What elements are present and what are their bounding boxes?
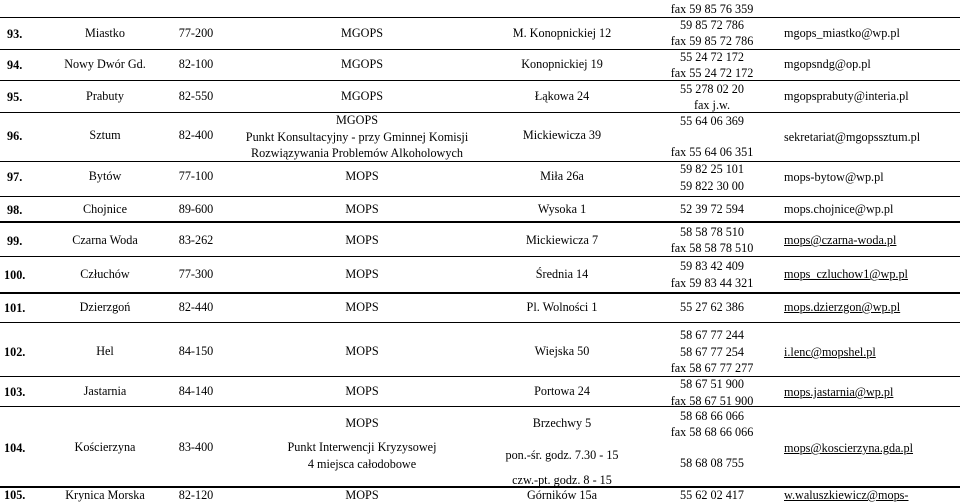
- row-divider: [0, 292, 960, 294]
- institution-line: Punkt Interwencji Kryzysowej: [287, 440, 437, 454]
- institution-line: MOPS: [345, 416, 379, 430]
- address-cell: Konopnickiej 19: [521, 57, 603, 71]
- phone-line: 55 62 02 417: [680, 488, 744, 502]
- town-cell: Czarna Woda: [72, 233, 138, 247]
- email-link[interactable]: mops@koscierzyna.gda.pl: [784, 441, 914, 455]
- email-cell: mgopsndg@op.pl: [784, 57, 871, 71]
- email-cell: mgops_miastko@wp.pl: [784, 26, 900, 40]
- row-number: 94.: [7, 58, 23, 72]
- zip-cell: 77-100: [178, 169, 214, 183]
- zip-cell: 82-550: [178, 89, 214, 103]
- address-cell: Średnia 14: [535, 267, 589, 281]
- phone-line: 59 82 25 101: [680, 162, 744, 176]
- institution-line: Rozwiązywania Problemów Alkoholowych: [251, 146, 463, 160]
- address-cell: Górników 15a: [526, 488, 598, 502]
- institution-cell: MGOPS: [341, 57, 383, 71]
- zip-cell: 84-150: [178, 344, 214, 358]
- town-cell: Prabuty: [86, 89, 124, 103]
- row-divider: [0, 406, 960, 407]
- row-divider: [0, 221, 960, 223]
- institution-cell: MOPS: [345, 488, 379, 502]
- email-cell: sekretariat@mgopssztum.pl: [784, 130, 921, 144]
- phone-line: 52 39 72 594: [680, 202, 744, 216]
- email-link[interactable]: mops@czarna-woda.pl: [784, 233, 897, 247]
- institution-cell: MOPS: [345, 202, 379, 216]
- town-cell: Bytów: [88, 169, 122, 183]
- zip-cell: 83-262: [178, 233, 214, 247]
- email-link[interactable]: mops.jastarnia@wp.pl: [784, 385, 894, 399]
- phone-line: fax 55 64 06 351: [670, 145, 754, 159]
- row-divider: [0, 196, 960, 197]
- row-number: 104.: [4, 441, 26, 455]
- institution-line: MGOPS: [336, 113, 378, 127]
- zip-cell: 82-440: [178, 300, 214, 314]
- phone-line: 58 68 66 066: [680, 409, 744, 423]
- institution-cell: MOPS: [345, 233, 379, 247]
- phone-line: 59 85 72 786: [680, 18, 744, 32]
- row-number: 101.: [4, 301, 26, 315]
- address-cell: Wysoka 1: [537, 202, 587, 216]
- email-link[interactable]: mops_czluchow1@wp.pl: [784, 267, 908, 281]
- institution-line: Punkt Konsultacyjny - przy Gminnej Komisji: [245, 130, 469, 144]
- town-cell: Nowy Dwór Gd.: [64, 57, 146, 71]
- town-cell: Hel: [96, 344, 114, 358]
- phone-line: 58 67 51 900: [680, 377, 744, 391]
- address-line: czw.-pt. godz. 8 - 15: [512, 473, 612, 487]
- address-cell: Wiejska 50: [534, 344, 590, 358]
- town-cell: Kościerzyna: [74, 440, 136, 454]
- zip-cell: 89-600: [178, 202, 214, 216]
- row-number: 97.: [7, 170, 23, 184]
- zip-cell: 77-300: [178, 267, 214, 281]
- address-cell: Mickiewicza 39: [522, 128, 602, 142]
- zip-cell: 82-120: [178, 488, 214, 502]
- email-cell: mops-bytow@wp.pl: [784, 170, 884, 184]
- zip-cell: 83-400: [178, 440, 214, 454]
- row-number: 95.: [7, 90, 23, 104]
- zip-cell: 84-140: [178, 384, 214, 398]
- phone-line: 58 58 78 510: [680, 225, 744, 239]
- town-cell: Krynica Morska: [65, 488, 145, 502]
- phone-line: fax 58 67 51 900: [670, 394, 754, 408]
- institution-cell: MOPS: [345, 344, 379, 358]
- town-cell: Dzierzgoń: [79, 300, 131, 314]
- phone-line: 59 822 30 00: [680, 179, 744, 193]
- address-cell: Pl. Wolności 1: [526, 300, 598, 314]
- phone-line: 55 27 62 386: [680, 300, 744, 314]
- address-cell: Miła 26a: [540, 169, 584, 183]
- email-link[interactable]: w.waluszkiewicz@mops-: [784, 488, 909, 502]
- row-number: 99.: [7, 234, 23, 248]
- row-divider: [0, 322, 960, 323]
- institution-line: 4 miejsca całodobowe: [307, 457, 417, 471]
- row-number: 93.: [7, 27, 23, 41]
- phone-line: 58 68 08 755: [680, 456, 744, 470]
- address-cell: M. Konopnickiej 12: [512, 26, 612, 40]
- phone-line: 58 67 77 244: [680, 328, 744, 342]
- institution-cell: MOPS: [345, 267, 379, 281]
- row-number: 103.: [4, 385, 26, 399]
- phone-line: 58 67 77 254: [680, 345, 744, 359]
- row-divider: [0, 49, 960, 50]
- address-cell: Portowa 24: [534, 384, 590, 398]
- row-number: 105.: [4, 488, 26, 502]
- row-number: 96.: [7, 129, 23, 143]
- email-cell: mops.chojnice@wp.pl: [784, 202, 894, 216]
- phone-line: fax 58 68 66 066: [670, 425, 754, 439]
- row-number: 98.: [7, 203, 23, 217]
- row-divider: [0, 161, 960, 162]
- email-link[interactable]: i.lenc@mopshel.pl: [784, 345, 876, 359]
- institution-cell: MOPS: [345, 384, 379, 398]
- phone-line: 59 83 42 409: [680, 259, 744, 273]
- row-divider: [0, 17, 960, 18]
- zip-cell: 82-400: [178, 128, 214, 142]
- phone-line: fax 59 85 72 786: [670, 34, 754, 48]
- row-number: 100.: [4, 268, 26, 282]
- address-line: pon.-śr. godz. 7.30 - 15: [505, 448, 619, 462]
- address-cell: Mickiewicza 7: [525, 233, 599, 247]
- town-cell: Chojnice: [82, 202, 128, 216]
- phone-line: 55 278 02 20: [680, 82, 744, 96]
- row-divider: [0, 80, 960, 81]
- town-cell: Miastko: [85, 26, 125, 40]
- institution-cell: MOPS: [345, 169, 379, 183]
- phone-line: fax 58 67 77 277: [670, 361, 754, 375]
- town-cell: Człuchów: [80, 267, 130, 281]
- phone-line: fax 55 24 72 172: [670, 66, 754, 80]
- phone-line: fax 58 58 78 510: [670, 241, 754, 255]
- institution-cell: MGOPS: [341, 89, 383, 103]
- phone-line: fax j.w.: [693, 98, 731, 112]
- zip-cell: 77-200: [178, 26, 214, 40]
- row-divider: [0, 376, 960, 377]
- email-cell: mgopsprabuty@interia.pl: [784, 89, 909, 103]
- row-divider: [0, 112, 960, 113]
- address-line: Brzechwy 5: [532, 416, 592, 430]
- address-cell: Łąkowa 24: [534, 89, 590, 103]
- town-cell: Jastarnia: [83, 384, 127, 398]
- row-divider: [0, 256, 960, 257]
- institution-cell: MGOPS: [341, 26, 383, 40]
- phone-line: 55 64 06 369: [680, 114, 744, 128]
- zip-cell: 82-100: [178, 57, 214, 71]
- row-number: 102.: [4, 345, 26, 359]
- phone-line: fax 59 83 44 321: [670, 276, 754, 290]
- phone-line: 55 24 72 172: [680, 50, 744, 64]
- email-link[interactable]: mops.dzierzgon@wp.pl: [784, 300, 901, 314]
- phone-line: fax 59 85 76 359: [670, 2, 754, 16]
- institution-cell: MOPS: [345, 300, 379, 314]
- town-cell: Sztum: [89, 128, 121, 142]
